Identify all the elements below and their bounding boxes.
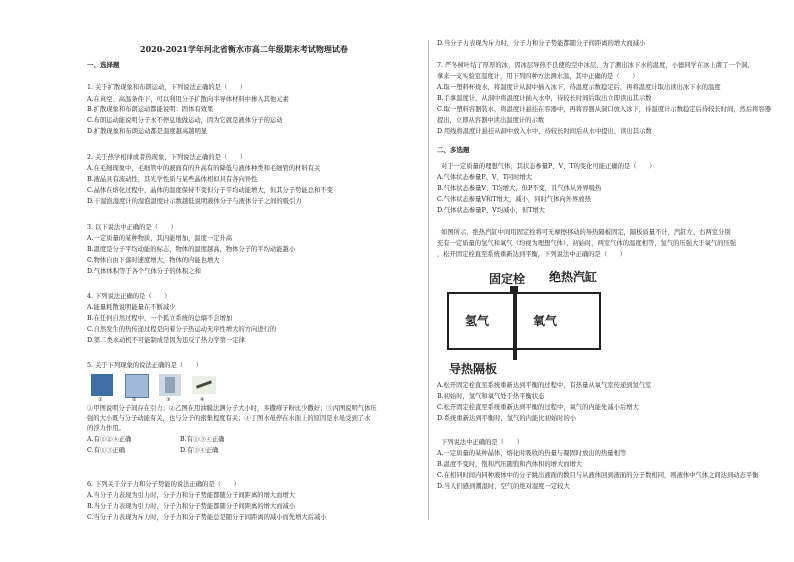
q3-stem: 3. 以下说法中正确的是（ ）: [87, 224, 177, 231]
q9-option-c: C.松开固定栓直至系统重新达到平衡的过程中，氧气的内能先减小后增大: [437, 404, 639, 411]
q5-figure-2: [125, 374, 149, 398]
q5-option-c: C.有①③正确: [87, 447, 126, 454]
q4-option-c: C.自然发生的热传递过程是向着分子热运动无序性增大的方向进行的: [87, 326, 277, 333]
paper-title: 2020-2021学年河北省衡水市高二年级期末考试物理试卷: [140, 44, 348, 54]
q1-option-d: D.扩散现象和布朗运动都是温度越高越明显: [87, 128, 208, 135]
q2-option-b: B.液晶具有流动性，其光学性质与某些晶体相似具有各向异性: [87, 176, 258, 183]
q5-figure-3-label: ③: [166, 397, 171, 403]
q2-stem: 2. 关于热学相律或者热现象，下列说法正确的是（ ）: [87, 154, 247, 161]
q7-option-b: B.手拿温度计，从洞中将温度计插入水中，待较长时间后取出立即读出其示数: [437, 95, 652, 102]
label-insulated-cylinder: 绝热汽缸: [549, 270, 598, 284]
q5-figure-4: [192, 376, 216, 394]
q5-option-b: B.有①③④正确: [180, 436, 225, 443]
q1-option-c: C.布朗运动能说明分子永不停息地做运动，因为它就是液体分子的运动: [87, 117, 283, 124]
q8-option-b: B.气体状态参量V、T均增大，但P不变，且气体从外界吸热: [437, 185, 602, 192]
q5-description-line1: ①甲图说明分子间存在引力；②乙图在用油膜法测分子大小时，多撒痱子粉比少撒好；③丙图说明气体压: [87, 405, 377, 412]
q3-option-c: C.物体自由下落时速度增大，物体的内能也增大: [87, 257, 220, 264]
q9-option-b: B.初始时，氢气和氧气处于热平衡状态: [437, 393, 545, 400]
q7-option-c-cont: 提出，立即从容器中读出温度计的示数: [437, 117, 545, 124]
q9-stem-line1: 如图所示，绝热汽缸中间用固定栓将可无摩擦移动的导热隔板固定，隔板质量不计，汽缸左、右两室分别: [441, 229, 731, 236]
q4-stem: 4. 下列说法正确的是（ ）: [87, 293, 171, 300]
q2-option-a: A.在毛细现象中，毛细管中的液面有的升高有的降低与液体种类和毛细管的材料有关: [87, 165, 321, 172]
q5-figure-1-label: ①: [98, 397, 103, 403]
q7-stem-line1: 7. 严冬树叶结了厚厚的冰，因冰层导热不良使的空中冰层，为了测出冰下水的温度，小德同学在冰上凿了一个洞，: [437, 62, 754, 69]
q1-option-a: A.在真空、高温条件下，可以利用分子扩散向半导体材料中掺入其他元素: [87, 96, 289, 103]
label-hydrogen: 氢气: [465, 314, 490, 328]
column-divider: [428, 40, 429, 520]
q6-option-c: C.当分子力表现为斥力时，分子力和分子势能总是随分子间距离的减小而先增大后减小: [87, 514, 327, 521]
label-fixed-bolt: 固定栓: [489, 272, 526, 286]
q7-option-a: A.取一塑料杯烧水，将温度计从洞中插入冰下，待温度示数稳定后，再将温度计取出读出冰下水的温度: [437, 84, 721, 91]
q4-option-a: A.能量耗散说明能量在不断减少: [87, 304, 176, 311]
q5-stem: 5. 关于下列现象的说法正确的是（ ）: [87, 362, 203, 369]
q8-option-c: C.气体状态参量V和T增大，减小，同时气体向外界放热: [437, 196, 591, 203]
q3-option-a: A.一定质量的某种物质，其内能增加，温度一定升高: [87, 235, 233, 242]
q6-option-b: B.当分子力表现为引力时，分子力和分子势能都随分子间距离的增大而减小: [87, 503, 296, 510]
q9-stem-line3: ，松开固定栓直至系统重新达到平衡，下列说法中正确的是（ ）: [437, 251, 626, 258]
q6-stem: 6. 下列关于分子力和分子势能的说法正确的是（ ）: [87, 481, 240, 488]
fixed-bolt-shape: [510, 286, 518, 294]
partition-plate: [513, 290, 517, 360]
q10-option-c: C.在相同时间内同种液体中的分子跳出液面的数目与从液体回到液面的分子数相同，则液体中气体之间达到动态平衡: [437, 472, 759, 479]
q9-option-a: A.松开固定栓直至系统重新达到平衡的过程中，有热量从氧气室传递到氢气室: [437, 382, 652, 389]
section-heading-choice: 一、选择题: [87, 61, 120, 69]
q10-stem: 下列说法中正确的是（ ）: [441, 439, 523, 446]
q6-option-a: A.当分子力表现为引力时，分子力和分子势能都随分子间距离的增大而增大: [87, 492, 296, 499]
q5-description-line2: 强的大小既与分子动能有关，也与分子的密集程度有关；④丁图水黾停在水面上的原因是水黾受到了水: [87, 415, 371, 422]
q5-figure-4-label: ④: [200, 397, 205, 403]
q5-option-a: A.有①②④正确: [87, 436, 132, 443]
q1-option-b: B.扩散现象和布朗运动都能说明：固体有效果: [87, 106, 214, 113]
q7-option-c: C.取一塑料容器装水，将温度计悬挂在容器中，再将容器从洞口放入冰下，待温度计示数稳定后待较长时间，然后将容器: [437, 106, 772, 113]
q3-option-b: B.温度是分子平均动能的标志，物体的温度越高，物体分子的平均动能越小: [87, 246, 296, 253]
q2-option-c: C.晶体在熔化过程中，晶体的温度保持不变但分子平均动能增大，但其分子势能总和不变: [87, 187, 333, 194]
q8-option-a: A.气体状态参量P、V、T同时增大: [437, 174, 533, 181]
q5-option-d: D.有③④正确: [180, 447, 219, 454]
q8-option-d: D.气体状态参量P、V均减小，但T增大: [437, 207, 545, 214]
q4-option-b: B.在任何自然过程中，一个孤立系统的总熵不会增加: [87, 315, 233, 322]
section-heading-multi: 二、多选题: [437, 146, 470, 154]
q10-option-d: D.当人们感到潮湿时，空气的绝对湿度一定较大: [437, 483, 570, 490]
q10-option-b: B.温度不变时，饱和汽压随饱和汽体积的增大而增大: [437, 461, 583, 468]
q8-stem: 对于一定质量的理想气体，其状态参量P、V、T的变化可能正确的是（ ）: [441, 163, 656, 170]
q6-option-d: D.当分子力表现为斥力时，分子力和分子势能都随分子间距离的增大而减小: [437, 40, 646, 47]
label-conducting-plate: 导热隔板: [449, 362, 498, 376]
q9-stem-line2: 充有一定质量的氢气和氧气（均视为理想气体），初始时，两室气体的温度相等，氢气的压强大于氧气的压强: [437, 240, 737, 247]
q10-option-a: A.一定质量的某种晶体，熔化时吸收的热量与凝固时放出的热量相等: [437, 450, 627, 457]
label-oxygen: 氧气: [533, 314, 558, 328]
q2-option-d: D.干湿泡湿度计的湿泡温度计示数越低说明液体分子与液体分子之间的吸引力: [87, 198, 302, 205]
q5-figure-3: [159, 374, 181, 396]
q5-figure-1: [91, 374, 113, 396]
q1-stem: 1. 关于扩散现象和布朗运动，下列说法正确的是（ ）: [87, 84, 247, 91]
q3-option-d: D.气体体积等于各个气体分子的体积之和: [87, 268, 201, 275]
q5-figure-2-label: ②: [132, 397, 137, 403]
q9-gas-cylinder-figure: [437, 268, 637, 388]
q7-option-d: D.用线将温度计悬挂从洞中放入水中，待较长时间后从水中提出，读出其示数: [437, 128, 652, 135]
q5-description-line3: 的浮力作用。: [87, 425, 125, 432]
q7-stem-line2: 拿来一支实验室温度计，用下列四种方法测水温，其中正确的是（ ）: [437, 73, 639, 80]
q4-option-d: D.第二类永动机不可能制成是因为违反了热力学第一定律: [87, 337, 245, 344]
q9-option-d: D.系统重新达到平衡时，氢气的内能比初始时的小: [437, 415, 577, 422]
